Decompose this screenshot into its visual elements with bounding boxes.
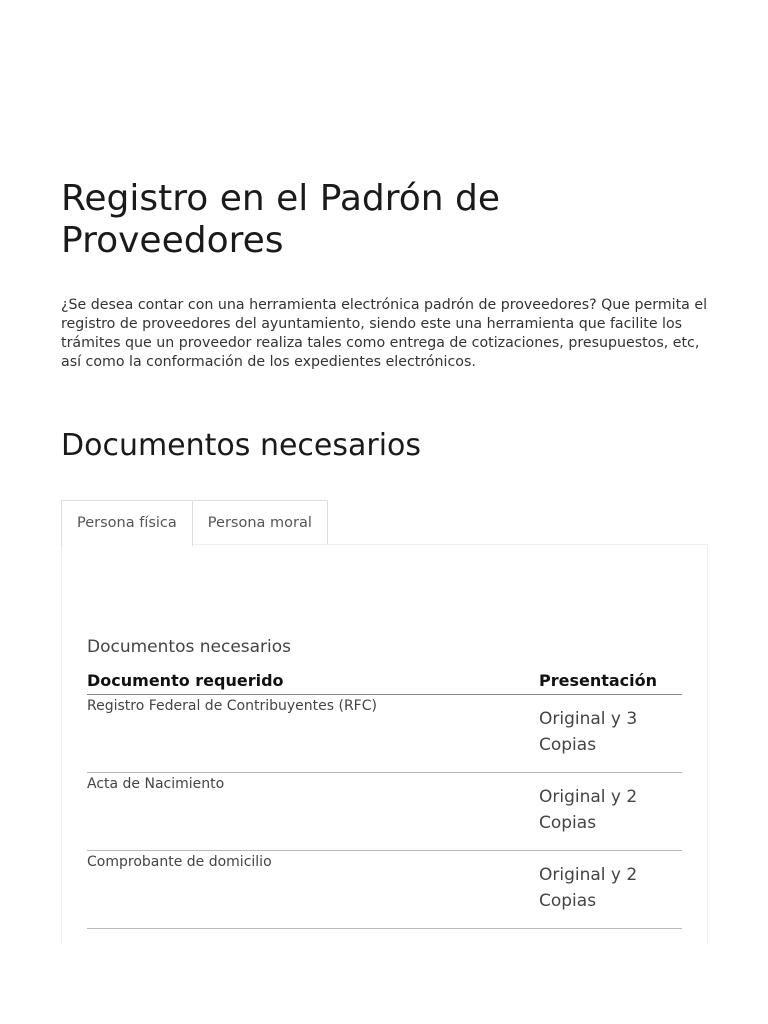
person-type-tabs (61, 500, 328, 545)
presentation-cell: Original y 3 Copias (539, 709, 638, 755)
table-row (87, 695, 682, 773)
tab-persona-fisica[interactable]: Persona física (61, 500, 193, 546)
documents-section-title: Documentos necesarios (61, 428, 422, 463)
panel-heading: Documentos necesarios (87, 637, 292, 657)
table-row (87, 851, 682, 929)
table-header (87, 669, 682, 695)
column-header-document: Documento requerido (87, 671, 284, 690)
intro-paragraph: ¿Se desea contar con una herramienta electrónica padrón de proveedores? Que permita el registro de proveedores del ayuntamiento, siendo este una herramienta que facilite los trámites que un proveedor realiza tales como entrega de cotizaciones, presupuestos, etc, así como la conformación de los expedientes electrónicos. (61, 297, 708, 370)
documents-table (87, 669, 682, 929)
page-title: Registro en el Padrón de Proveedores (61, 178, 501, 261)
document-cell: Registro Federal de Contribuyentes (RFC) (87, 698, 377, 714)
presentation-cell: Original y 2 Copias (539, 787, 638, 833)
tab-persona-moral[interactable]: Persona moral (193, 500, 328, 545)
document-cell: Comprobante de domicilio (87, 854, 272, 870)
tab-panel (61, 544, 708, 944)
presentation-cell: Original y 2 Copias (539, 865, 638, 911)
table-row (87, 773, 682, 851)
column-header-presentation: Presentación (539, 671, 658, 690)
document-cell: Acta de Nacimiento (87, 776, 225, 792)
